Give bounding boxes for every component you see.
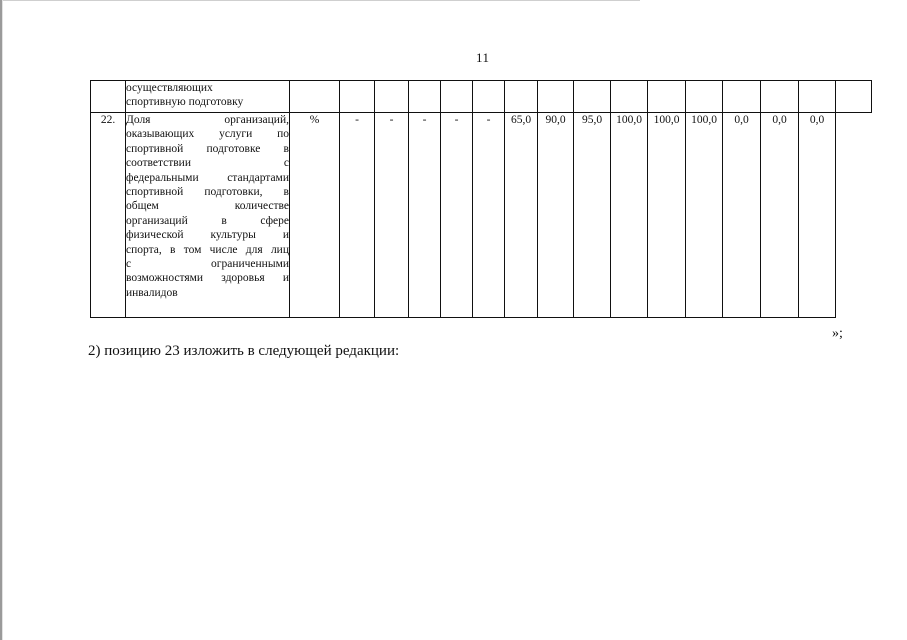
page-number: 11: [476, 50, 490, 65]
text-line: с ограниченными: [126, 258, 289, 271]
cell-value: 95,0: [574, 113, 611, 318]
text-line: спортивной подготовки, в: [126, 186, 289, 199]
cell-value: -: [340, 113, 375, 318]
cell-value: 0,0: [761, 113, 799, 318]
cell-value: 0,0: [799, 113, 836, 318]
cell-value: -: [473, 113, 505, 318]
cell-empty: [473, 81, 505, 113]
cell-value: 100,0: [686, 113, 723, 318]
table-row-22: [91, 113, 872, 318]
text-line: инвалидов: [126, 286, 178, 299]
text-line: спортивную подготовку: [126, 96, 244, 109]
text-line: общем количестве: [126, 200, 289, 213]
table-row-continuation: [91, 81, 872, 113]
cell-value: 65,0: [505, 113, 538, 318]
cell-value: 90,0: [538, 113, 574, 318]
scan-edge-left-shadow: [2, 0, 3, 640]
cell-empty: [441, 81, 473, 113]
text-line: спортивной подготовке в: [126, 142, 289, 155]
text-line: физической культуры и: [126, 229, 289, 242]
cell-value: 100,0: [611, 113, 648, 318]
cell-empty: [574, 81, 611, 113]
cell-value: -: [409, 113, 441, 318]
text-line: соответствии с: [126, 157, 289, 170]
cell-description: [126, 113, 290, 318]
indicators-table: [90, 80, 872, 318]
cell-empty: [723, 81, 761, 113]
cell-description-continuation: [126, 81, 290, 113]
closing-quote-mark: »;: [832, 326, 843, 341]
cell-number-empty: [91, 81, 126, 113]
cell-row-number: 22.: [91, 113, 126, 318]
cell-empty: [648, 81, 686, 113]
scan-edge-top: [0, 0, 640, 1]
cell-value: -: [375, 113, 409, 318]
cell-unit: %: [290, 113, 340, 318]
cell-empty: [340, 81, 375, 113]
cell-empty: [538, 81, 574, 113]
cell-empty: [409, 81, 441, 113]
cell-empty: [290, 81, 340, 113]
cell-value: 100,0: [648, 113, 686, 318]
cell-empty: [505, 81, 538, 113]
text-line: осуществляющих: [126, 82, 213, 94]
text-line: Доля организаций,: [126, 114, 289, 126]
cell-value: -: [441, 113, 473, 318]
text-line: возможностями здоровья и: [126, 272, 289, 285]
cell-empty: [375, 81, 409, 113]
cell-empty: [611, 81, 648, 113]
cell-empty: [761, 81, 799, 113]
text-line: оказывающих услуги по: [126, 128, 289, 141]
text-line: организаций в сфере: [126, 214, 289, 227]
amendment-paragraph: 2) позицию 23 изложить в следующей редакции:: [88, 343, 400, 359]
text-line: спорта, в том числе для лиц: [126, 243, 289, 256]
cell-value: 0,0: [723, 113, 761, 318]
cell-empty: [686, 81, 723, 113]
text-line: федеральными стандартами: [126, 171, 289, 184]
cell-empty: [836, 81, 872, 113]
cell-empty: [799, 81, 836, 113]
